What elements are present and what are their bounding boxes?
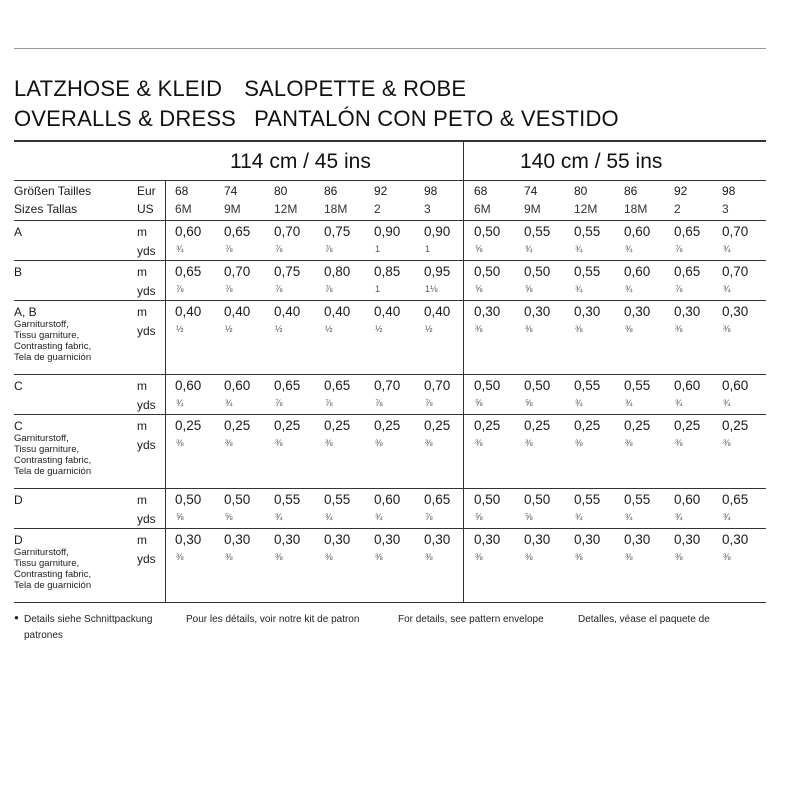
unit-yards: yds <box>137 512 156 526</box>
value-metric: 0,25 <box>324 418 351 433</box>
value-yards: ⅜ <box>675 324 683 334</box>
value-yards: ⅝ <box>475 244 483 254</box>
value-metric: 0,60 <box>224 378 251 393</box>
value-yards: ⅜ <box>225 438 233 448</box>
value-metric: 0,50 <box>474 264 501 279</box>
size-eur: 80 <box>274 184 288 198</box>
value-yards: 1 <box>425 244 431 254</box>
size-label-row1: Größen Tailles <box>14 184 92 198</box>
row-sublabel: Contrasting fabric, <box>14 341 92 352</box>
value-metric: 0,75 <box>324 224 351 239</box>
value-yards: ¾ <box>176 244 184 254</box>
value-metric: 0,55 <box>624 378 651 393</box>
value-yards: ¾ <box>575 244 583 254</box>
value-yards: ⅜ <box>723 438 731 448</box>
value-metric: 0,25 <box>374 418 401 433</box>
title-es: PANTALÓN CON PETO & VESTIDO <box>254 106 619 131</box>
value-metric: 0,30 <box>274 532 301 547</box>
value-metric: 0,60 <box>722 378 749 393</box>
value-metric: 0,40 <box>324 304 351 319</box>
value-metric: 0,25 <box>722 418 749 433</box>
row-sublabel: Contrasting fabric, <box>14 455 92 466</box>
row-label: D <box>14 533 23 547</box>
value-yards: ⅜ <box>575 438 583 448</box>
value-yards: ⅝ <box>525 284 533 294</box>
row-sublabel: Tissu garniture, <box>14 444 80 455</box>
value-yards: ⅞ <box>176 284 184 294</box>
value-metric: 0,30 <box>224 532 251 547</box>
size-us: 3 <box>722 202 729 216</box>
eur-label: Eur <box>137 184 156 198</box>
value-yards: ¾ <box>275 512 283 522</box>
value-metric: 0,30 <box>374 532 401 547</box>
row-sublabel: Garniturstoff, <box>14 319 69 330</box>
title-line-2 <box>14 106 619 132</box>
size-eur: 98 <box>424 184 438 198</box>
value-yards: ¾ <box>575 398 583 408</box>
value-metric: 0,55 <box>574 264 601 279</box>
value-metric: 0,50 <box>524 492 551 507</box>
value-metric: 0,30 <box>474 532 501 547</box>
value-metric: 0,25 <box>524 418 551 433</box>
title-en: OVERALLS & DRESS <box>14 106 237 131</box>
table-rule <box>14 140 766 142</box>
bullet-icon: ● <box>14 613 19 622</box>
value-yards: ⅞ <box>225 244 233 254</box>
value-metric: 0,65 <box>274 378 301 393</box>
top-rule <box>14 48 766 49</box>
value-yards: ⅞ <box>675 244 683 254</box>
size-us: 12M <box>274 202 298 216</box>
table-rule <box>14 220 766 221</box>
footer-fr: Pour les détails, voir notre kit de patron <box>186 614 360 625</box>
unit-yards: yds <box>137 324 156 338</box>
unit-metric: m <box>137 225 147 239</box>
value-yards: ⅜ <box>475 552 483 562</box>
value-yards: ⅜ <box>176 552 184 562</box>
value-yards: ¾ <box>625 244 633 254</box>
value-metric: 0,25 <box>574 418 601 433</box>
row-label: D <box>14 493 23 507</box>
value-metric: 0,50 <box>474 378 501 393</box>
row-sublabel: Tissu garniture, <box>14 558 80 569</box>
footer-es-cont: patrones <box>24 630 63 641</box>
row-sublabel: Garniturstoff, <box>14 547 69 558</box>
table-rule <box>14 602 766 603</box>
size-us: 18M <box>324 202 348 216</box>
value-metric: 0,70 <box>274 224 301 239</box>
value-metric: 0,30 <box>175 532 202 547</box>
value-metric: 0,40 <box>274 304 301 319</box>
unit-metric: m <box>137 419 147 433</box>
row-label: C <box>14 419 23 433</box>
value-metric: 0,90 <box>374 224 401 239</box>
unit-yards: yds <box>137 438 156 452</box>
value-yards: ⅝ <box>475 398 483 408</box>
value-metric: 0,60 <box>624 264 651 279</box>
value-yards: ⅜ <box>425 552 433 562</box>
value-yards: ⅞ <box>275 244 283 254</box>
footer-es: Detalles, véase el paquete de <box>578 614 710 625</box>
title-fr: SALOPETTE & ROBE <box>244 76 467 101</box>
size-us: 2 <box>674 202 681 216</box>
row-label: C <box>14 379 23 393</box>
unit-metric: m <box>137 305 147 319</box>
value-metric: 0,60 <box>674 492 701 507</box>
value-metric: 0,25 <box>175 418 202 433</box>
size-eur: 98 <box>722 184 736 198</box>
us-label: US <box>137 202 154 216</box>
unit-yards: yds <box>137 552 156 566</box>
value-metric: 0,55 <box>624 492 651 507</box>
value-metric: 0,65 <box>424 492 451 507</box>
value-yards: ⅞ <box>225 284 233 294</box>
value-metric: 0,25 <box>224 418 251 433</box>
table-rule <box>14 180 766 181</box>
size-us: 6M <box>474 202 491 216</box>
row-sublabel: Garniturstoff, <box>14 433 69 444</box>
value-yards: ⅞ <box>375 398 383 408</box>
value-metric: 0,40 <box>175 304 202 319</box>
row-label: A, B <box>14 305 37 319</box>
value-yards: ¾ <box>723 398 731 408</box>
value-yards: ½ <box>325 324 333 334</box>
value-metric: 0,70 <box>722 264 749 279</box>
value-metric: 0,30 <box>524 304 551 319</box>
value-yards: ⅜ <box>525 552 533 562</box>
value-yards: ⅜ <box>475 324 483 334</box>
value-yards: ¾ <box>325 512 333 522</box>
table-rule <box>14 528 766 529</box>
value-yards: ⅜ <box>675 552 683 562</box>
unit-metric: m <box>137 493 147 507</box>
value-metric: 0,40 <box>224 304 251 319</box>
row-sublabel: Tela de guarnición <box>14 352 92 363</box>
value-metric: 0,30 <box>674 532 701 547</box>
value-metric: 0,30 <box>324 532 351 547</box>
value-yards: ⅜ <box>575 324 583 334</box>
value-metric: 0,65 <box>674 224 701 239</box>
value-metric: 0,65 <box>674 264 701 279</box>
value-yards: ¾ <box>176 398 184 408</box>
value-metric: 0,65 <box>224 224 251 239</box>
unit-yards: yds <box>137 398 156 412</box>
value-metric: 0,25 <box>674 418 701 433</box>
value-metric: 0,70 <box>374 378 401 393</box>
footer-en: For details, see pattern envelope <box>398 614 544 625</box>
value-yards: ½ <box>425 324 433 334</box>
title-line-1 <box>14 76 466 102</box>
value-yards: ¾ <box>575 284 583 294</box>
size-us: 18M <box>624 202 648 216</box>
value-metric: 0,50 <box>224 492 251 507</box>
value-metric: 0,55 <box>274 492 301 507</box>
row-sublabel: Tissu garniture, <box>14 330 80 341</box>
value-metric: 0,70 <box>224 264 251 279</box>
value-metric: 0,95 <box>424 264 451 279</box>
unit-metric: m <box>137 533 147 547</box>
value-metric: 0,30 <box>524 532 551 547</box>
value-metric: 0,55 <box>574 224 601 239</box>
value-yards: ⅜ <box>675 438 683 448</box>
value-metric: 0,60 <box>175 224 202 239</box>
value-metric: 0,50 <box>524 378 551 393</box>
table-rule <box>14 260 766 261</box>
value-yards: ½ <box>275 324 283 334</box>
value-yards: ⅝ <box>525 512 533 522</box>
value-yards: ⅜ <box>525 438 533 448</box>
value-yards: ⅜ <box>275 438 283 448</box>
size-us: 3 <box>424 202 431 216</box>
value-yards: ⅜ <box>225 552 233 562</box>
table-rule <box>14 374 766 375</box>
value-yards: ⅜ <box>475 438 483 448</box>
value-yards: ½ <box>375 324 383 334</box>
value-metric: 0,30 <box>474 304 501 319</box>
value-yards: ⅜ <box>425 438 433 448</box>
size-eur: 74 <box>224 184 238 198</box>
value-metric: 0,60 <box>374 492 401 507</box>
value-yards: ½ <box>176 324 184 334</box>
row-label: B <box>14 265 23 279</box>
value-yards: 1 <box>375 244 381 254</box>
size-us: 9M <box>524 202 541 216</box>
value-metric: 0,40 <box>424 304 451 319</box>
table-rule <box>14 300 766 301</box>
value-yards: ⅞ <box>275 398 283 408</box>
value-metric: 0,75 <box>274 264 301 279</box>
fabric-width-140: 140 cm / 55 ins <box>520 150 663 173</box>
value-metric: 0,30 <box>624 532 651 547</box>
value-yards: ¾ <box>225 398 233 408</box>
row-label: A <box>14 225 23 239</box>
value-metric: 0,50 <box>474 492 501 507</box>
value-yards: ⅜ <box>275 552 283 562</box>
value-yards: ⅜ <box>375 438 383 448</box>
unit-metric: m <box>137 379 147 393</box>
value-yards: ⅝ <box>225 512 233 522</box>
value-metric: 0,50 <box>524 264 551 279</box>
value-yards: ⅜ <box>625 552 633 562</box>
value-metric: 0,85 <box>374 264 401 279</box>
row-sublabel: Tela de guarnición <box>14 466 92 477</box>
size-eur: 68 <box>175 184 189 198</box>
value-yards: ⅞ <box>325 244 333 254</box>
value-yards: ⅜ <box>625 438 633 448</box>
fabric-width-114: 114 cm / 45 ins <box>230 150 371 173</box>
column-divider <box>463 140 464 602</box>
value-yards: ⅜ <box>325 552 333 562</box>
value-yards: ⅝ <box>475 284 483 294</box>
value-metric: 0,70 <box>722 224 749 239</box>
row-sublabel: Tela de guarnición <box>14 580 92 591</box>
value-metric: 0,50 <box>175 492 202 507</box>
value-metric: 0,55 <box>574 492 601 507</box>
value-yards: 1⅛ <box>425 284 438 294</box>
size-us: 2 <box>374 202 381 216</box>
value-metric: 0,65 <box>324 378 351 393</box>
size-eur: 74 <box>524 184 538 198</box>
value-metric: 0,30 <box>722 532 749 547</box>
value-metric: 0,55 <box>524 224 551 239</box>
value-metric: 0,55 <box>324 492 351 507</box>
footer-de: Details siehe Schnittpackung <box>24 614 153 625</box>
size-eur: 86 <box>324 184 338 198</box>
value-metric: 0,60 <box>175 378 202 393</box>
value-yards: ½ <box>225 324 233 334</box>
size-eur: 68 <box>474 184 488 198</box>
value-yards: ¾ <box>723 284 731 294</box>
size-us: 9M <box>224 202 241 216</box>
value-metric: 0,30 <box>574 532 601 547</box>
value-metric: 0,25 <box>424 418 451 433</box>
unit-yards: yds <box>137 284 156 298</box>
value-yards: ¾ <box>675 398 683 408</box>
size-eur: 86 <box>624 184 638 198</box>
size-us: 12M <box>574 202 598 216</box>
value-metric: 0,25 <box>474 418 501 433</box>
value-yards: ¾ <box>625 284 633 294</box>
size-eur: 80 <box>574 184 588 198</box>
value-metric: 0,55 <box>574 378 601 393</box>
value-yards: ¾ <box>525 244 533 254</box>
value-yards: ⅞ <box>325 284 333 294</box>
value-yards: ¾ <box>723 244 731 254</box>
value-metric: 0,25 <box>274 418 301 433</box>
value-yards: ¾ <box>675 512 683 522</box>
value-yards: ⅝ <box>525 398 533 408</box>
value-yards: ⅜ <box>325 438 333 448</box>
value-metric: 0,30 <box>574 304 601 319</box>
value-metric: 0,65 <box>175 264 202 279</box>
table-rule <box>14 414 766 415</box>
size-label-row2: Sizes Tallas <box>14 202 78 216</box>
table-rule <box>14 488 766 489</box>
value-yards: ⅝ <box>475 512 483 522</box>
value-yards: ⅞ <box>425 398 433 408</box>
value-metric: 0,40 <box>374 304 401 319</box>
value-yards: ⅜ <box>723 324 731 334</box>
row-sublabel: Contrasting fabric, <box>14 569 92 580</box>
value-yards: ⅝ <box>176 512 184 522</box>
value-metric: 0,80 <box>324 264 351 279</box>
column-divider <box>165 180 166 602</box>
value-yards: ⅜ <box>525 324 533 334</box>
value-yards: ⅜ <box>375 552 383 562</box>
value-metric: 0,25 <box>624 418 651 433</box>
value-metric: 0,70 <box>424 378 451 393</box>
size-eur: 92 <box>374 184 388 198</box>
value-yards: ¾ <box>375 512 383 522</box>
title-de: LATZHOSE & KLEID <box>14 76 223 101</box>
value-yards: ⅜ <box>723 552 731 562</box>
value-metric: 0,60 <box>624 224 651 239</box>
value-yards: ¾ <box>723 512 731 522</box>
value-yards: ⅞ <box>275 284 283 294</box>
value-yards: ⅞ <box>325 398 333 408</box>
value-yards: 1 <box>375 284 381 294</box>
unit-metric: m <box>137 265 147 279</box>
value-yards: ⅜ <box>176 438 184 448</box>
value-yards: ⅜ <box>625 324 633 334</box>
value-yards: ⅞ <box>675 284 683 294</box>
value-metric: 0,65 <box>722 492 749 507</box>
value-yards: ¾ <box>625 512 633 522</box>
value-metric: 0,30 <box>722 304 749 319</box>
value-yards: ⅞ <box>425 512 433 522</box>
value-metric: 0,60 <box>674 378 701 393</box>
size-us: 6M <box>175 202 192 216</box>
value-metric: 0,30 <box>624 304 651 319</box>
value-yards: ¾ <box>625 398 633 408</box>
value-metric: 0,30 <box>674 304 701 319</box>
unit-yards: yds <box>137 244 156 258</box>
size-eur: 92 <box>674 184 688 198</box>
value-yards: ⅜ <box>575 552 583 562</box>
value-yards: ¾ <box>575 512 583 522</box>
value-metric: 0,90 <box>424 224 451 239</box>
value-metric: 0,50 <box>474 224 501 239</box>
value-metric: 0,30 <box>424 532 451 547</box>
